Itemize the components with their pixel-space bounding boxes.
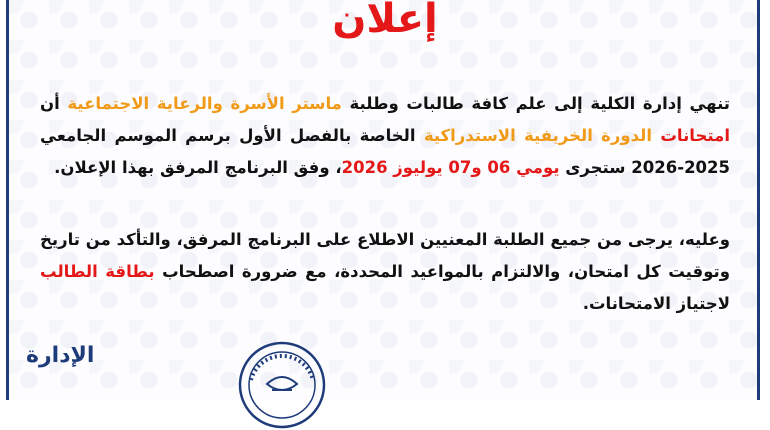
paragraph-1-text-a: تنهي إدارة الكلية إلى علم كافة طالبات وطلبة [341, 94, 730, 113]
announcement-paragraph-2 [40, 224, 730, 320]
exam-dates: يومي 06 و07 يوليوز 2026 [341, 158, 560, 177]
program-name: ماستر الأسرة والرعاية الاجتماعية [67, 94, 342, 113]
administration-signature: الإدارة [26, 343, 95, 368]
paragraph-1-text-b: أن [40, 94, 68, 113]
paragraph-1-text-c: الخاصة بالفصل الأول برسم الموسم الجامعي 2025-2026 ستجرى [40, 126, 730, 177]
page-title: إعلان [332, 0, 438, 42]
student-card: بطاقة الطالب [40, 262, 155, 281]
exam-session: الدورة الخريفية الاستدراكية [423, 126, 653, 145]
paragraph-2-text-a: وعليه، يرجى من جميع الطلبة المعنيين الاطلاع على البرنامج المرفق، والتأكد من تاريخ وتوقيت كل امتحان، والالتزام بالمواعيد المحددة، مع ضرورة اصطحاب [40, 230, 730, 281]
announcement-paragraph-1 [40, 88, 730, 184]
official-stamp-icon [237, 340, 327, 430]
paragraph-2-text-b: لاجتياز الامتحانات. [582, 294, 730, 313]
paragraph-1-text-d: ، وفق البرنامج المرفق بهذا الإعلان. [54, 158, 342, 177]
exam-word: امتحانات [660, 126, 730, 145]
page-frame [6, 0, 760, 400]
